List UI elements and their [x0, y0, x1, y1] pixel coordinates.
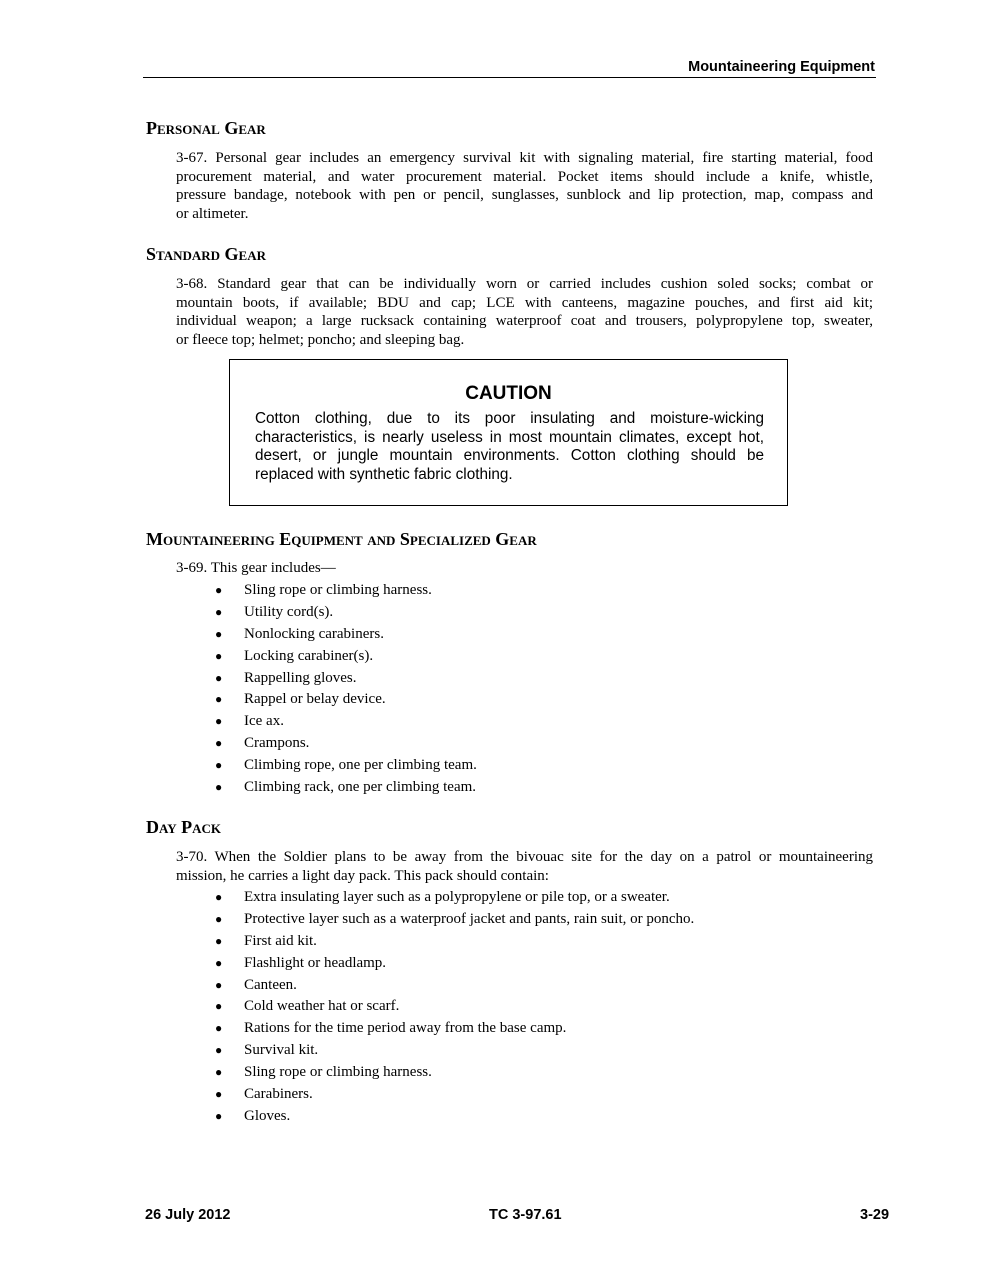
section-heading-day-pack: Day Pack [146, 817, 221, 837]
bullet-icon: ● [215, 692, 223, 707]
paragraph-line: 3-67. Personal gear includes an emergency survival kit with signaling material, fire starting material, food [176, 150, 873, 166]
bullet-icon: ● [215, 648, 223, 663]
section-heading-mountaineering-equipment: Mountaineering Equipment and Specialized Gear [146, 529, 537, 549]
paragraph-line: individual weapon; a large rucksack containing waterproof coat and trousers, polypropylene top, sweater, [176, 313, 873, 330]
list-item-text: Crampons. [244, 735, 310, 752]
list-item-text: Canteen. [244, 976, 297, 993]
bullet-icon: ● [215, 999, 223, 1014]
list-item-text: Survival kit. [244, 1042, 319, 1059]
paragraph-line: mountain boots, if available; BDU and cap; LCE with canteens, magazine pouches, and first aid kit; [176, 294, 873, 311]
bullet-icon: ● [215, 1108, 223, 1123]
bullet-icon: ● [215, 1043, 223, 1058]
section-heading-standard-gear: Standard Gear [146, 244, 266, 264]
section-heading-personal-gear: Personal Gear [146, 118, 266, 138]
bullet-icon: ● [215, 911, 223, 926]
list-item-text: Climbing rack, one per climbing team. [244, 779, 477, 796]
bullet-icon: ● [215, 933, 223, 948]
list-item-text: Sling rope or climbing harness. [244, 1064, 432, 1081]
bullet-icon: ● [215, 626, 223, 641]
paragraph-line: procurement material, and water procurement material. Pocket items should include a knife, whistle, [176, 168, 873, 185]
paragraph-line: 3-68. Standard gear that can be individually worn or carried includes cushion soled socks; combat or [176, 276, 873, 292]
list-item-text: Climbing rope, one per climbing team. [244, 757, 477, 774]
list-item-text: Cold weather hat or scarf. [244, 998, 400, 1015]
list-item-text: Carabiners. [244, 1086, 313, 1103]
footer-page-number: 3-29 [860, 1207, 890, 1223]
caution-box [229, 359, 788, 506]
list-item-text: Flashlight or headlamp. [244, 954, 387, 971]
paragraph-line: 3-69. This gear includes— [176, 560, 336, 576]
paragraph-3-70 [176, 848, 873, 885]
footer-publication-number: TC 3-97.61 [489, 1207, 562, 1223]
bullet-icon: ● [215, 1021, 223, 1036]
bullet-icon: ● [215, 1087, 223, 1102]
list-item-text: Sling rope or climbing harness. [244, 582, 432, 598]
list-item-text: Gloves. [244, 1107, 291, 1124]
paragraph-line: pressure bandage, notebook with pen or pencil, sunglasses, sunblock and lip protection, map, compass and [176, 187, 873, 204]
running-header-title: Mountaineering Equipment [688, 59, 875, 75]
paragraph-line: 3-70. When the Soldier plans to be away from the bivouac site for the day on a patrol or mountaineering [176, 849, 873, 865]
bullet-icon: ● [215, 977, 223, 992]
caution-text: Cotton clothing, due to its poor insulating and moisture-wicking characteristics, is nearly useless in most mountain climates, except hot, desert, or jungle mountain environments. Cotton clothing should be replaced with synthetic fabric clothing. [255, 410, 764, 484]
paragraph-3-67 [176, 149, 873, 224]
list-item-text: Locking carabiner(s). [244, 647, 374, 664]
list-item-text: Rappel or belay device. [244, 691, 386, 708]
bullet-icon: ● [215, 736, 223, 751]
list-item-text: Rations for the time period away from the base camp. [244, 1020, 567, 1037]
list-item-text: Protective layer such as a waterproof jacket and pants, rain suit, or poncho. [244, 910, 695, 927]
list-item-text: Nonlocking carabiners. [244, 625, 384, 642]
list-item-text: Extra insulating layer such as a polypropylene or pile top, or a sweater. [244, 889, 670, 905]
list-item-text: Ice ax. [244, 713, 284, 730]
bullet-icon: ● [215, 955, 223, 970]
bullet-icon: ● [215, 670, 223, 685]
footer-date: 26 July 2012 [145, 1207, 231, 1223]
list-item-text: First aid kit. [244, 932, 317, 949]
paragraph-3-69 [176, 559, 873, 578]
list-item-text: Utility cord(s). [244, 603, 334, 620]
bullet-icon: ● [215, 1065, 223, 1080]
paragraph-3-68 [176, 275, 873, 350]
paragraph-line: mission, he carries a light day pack. This pack should contain: [176, 867, 549, 884]
paragraph-line: or altimeter. [176, 206, 249, 223]
bullet-icon: ● [215, 890, 223, 904]
bullet-icon: ● [215, 604, 223, 619]
list-item-text: Rappelling gloves. [244, 669, 357, 686]
bullet-icon: ● [215, 714, 223, 729]
paragraph-line: or fleece top; helmet; poncho; and sleeping bag. [176, 332, 465, 349]
header-rule [143, 77, 876, 78]
bullet-icon: ● [215, 758, 223, 773]
caution-title: CAUTION [465, 383, 552, 404]
bullet-icon: ● [215, 583, 223, 597]
bullet-icon: ● [215, 780, 223, 795]
